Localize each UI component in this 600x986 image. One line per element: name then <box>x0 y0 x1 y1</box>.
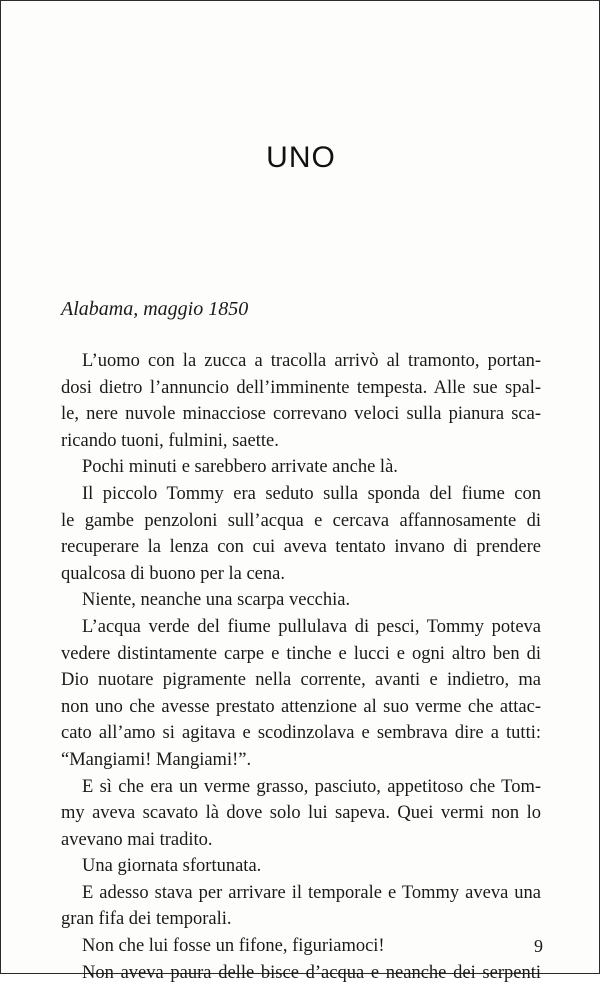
text-line: E sì che era un verme grasso, pasciuto, appetitoso che Tom- <box>82 776 541 797</box>
text-line: gran fifa dei temporali. <box>61 909 232 930</box>
text-line: Una giornata sfortunata. <box>82 856 262 877</box>
text-line: L’acqua verde del fiume pullulava di pesci, Tommy poteva <box>82 616 541 637</box>
text-line: L’uomo con la zucca a tracolla arrivò al tramonto, portan- <box>82 351 541 371</box>
text-line: ricando tuoni, fulmini, saette. <box>61 430 279 451</box>
text-line: Non che lui fosse un fifone, figuriamoci! <box>82 936 385 957</box>
text-line: non uno che avesse prestato attenzione al suo verme che attac- <box>61 696 541 717</box>
text-line: “Mangiami! Mangiami!”. <box>61 749 252 770</box>
text-line: avevano mai tradito. <box>61 829 213 850</box>
text-line: dosi dietro l’annuncio dell’imminente tempesta. Alle sue spal- <box>61 377 541 398</box>
text-line: recuperare la lenza con cui aveva tentato invano di prendere <box>61 537 541 558</box>
text-line: Niente, neanche una scarpa vecchia. <box>82 590 351 611</box>
place-date-heading: Alabama, maggio 1850 <box>61 298 249 320</box>
text-line: Pochi minuti e sarebbero arrivate anche là. <box>82 457 398 478</box>
text-line: Il piccolo Tommy era seduto sulla sponda del fiume con <box>82 483 541 504</box>
text-line: qualcosa di buono per la cena. <box>61 563 285 584</box>
text-line: my aveva scavato là dove solo lui sapeva. Quei vermi non lo <box>61 803 541 824</box>
page-number: 9 <box>534 936 543 956</box>
text-line: vedere distintamente carpe e tinche e lucci e ogni altro ben di <box>61 643 541 664</box>
text-line: E adesso stava per arrivare il temporale e Tommy aveva una <box>82 882 541 903</box>
text-line: le, nere nuvole minacciose correvano veloci sulla pianura sca- <box>61 404 541 425</box>
body-text <box>61 348 541 986</box>
text-line: Dio nuotare pigramente nella corrente, avanti e indietro, ma <box>61 670 541 691</box>
text-line: cato all’amo si agitava e scodinzolava e sembrava dire a tutti: <box>61 723 541 744</box>
chapter-title: UNO <box>266 141 336 174</box>
text-line: le gambe penzoloni sull’acqua e cercava affannosamente di <box>61 510 541 531</box>
text-line: Non aveva paura delle bisce d’acqua e neanche dei serpenti <box>82 962 541 983</box>
